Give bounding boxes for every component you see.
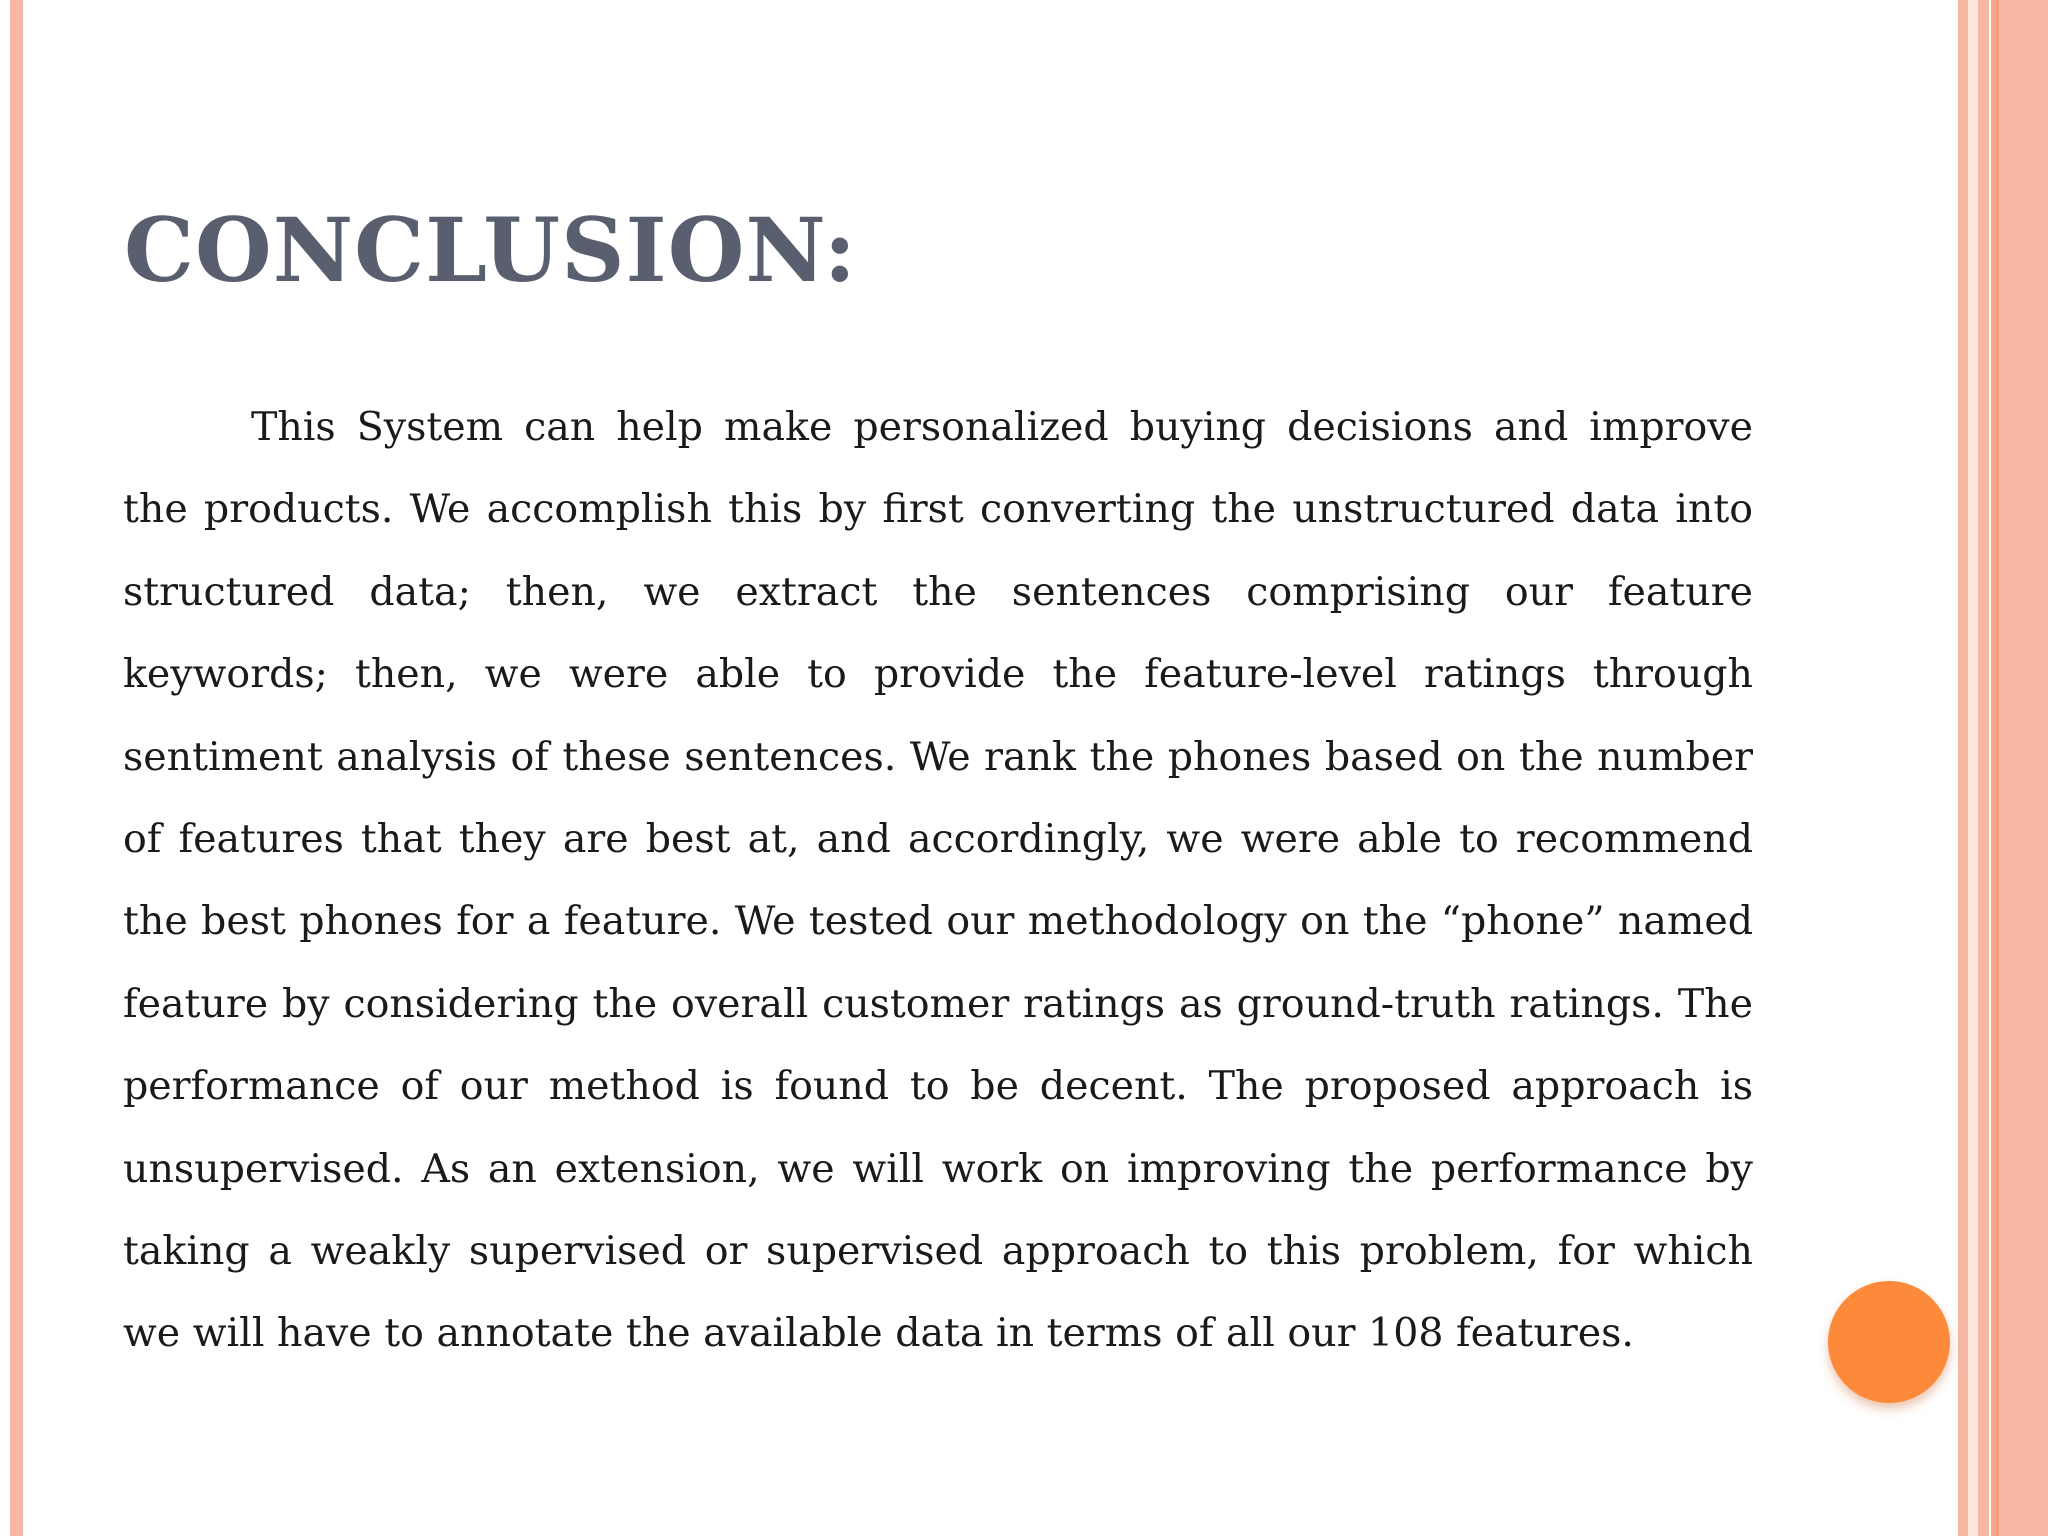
right-accent-stripe [1968,0,1978,1536]
right-accent-stripe [1999,0,2048,1536]
right-accent-stripe [1958,0,1968,1536]
left-accent-bar [10,0,23,1536]
slide-title: CONCLUSION: [124,198,858,302]
decorative-circle [1828,1281,1950,1403]
slide-body-paragraph: This System can help make personalized buying decisions and improve the products. We accomplish this by first converting the unstructured data into structured data; then, we extract the sentences comprising our feature keywords; then, we were able to provide the feature-level ratings through sentiment analysis of these sentences. We rank the phones based on the number of features that they are best at, and accordingly, we were able to recommend the best phones for a feature. We tested our methodology on the “phone” named feature by considering the overall customer ratings as ground-truth ratings. The performance of our method is found to be decent. The proposed approach is unsupervised. As an extension, we will work on improving the performance by taking a weakly supervised or supervised approach to this problem, for which we will have to annotate the available data in terms of all our 108 features. [123,404,1753,1357]
right-accent-stripe [1978,0,1989,1536]
